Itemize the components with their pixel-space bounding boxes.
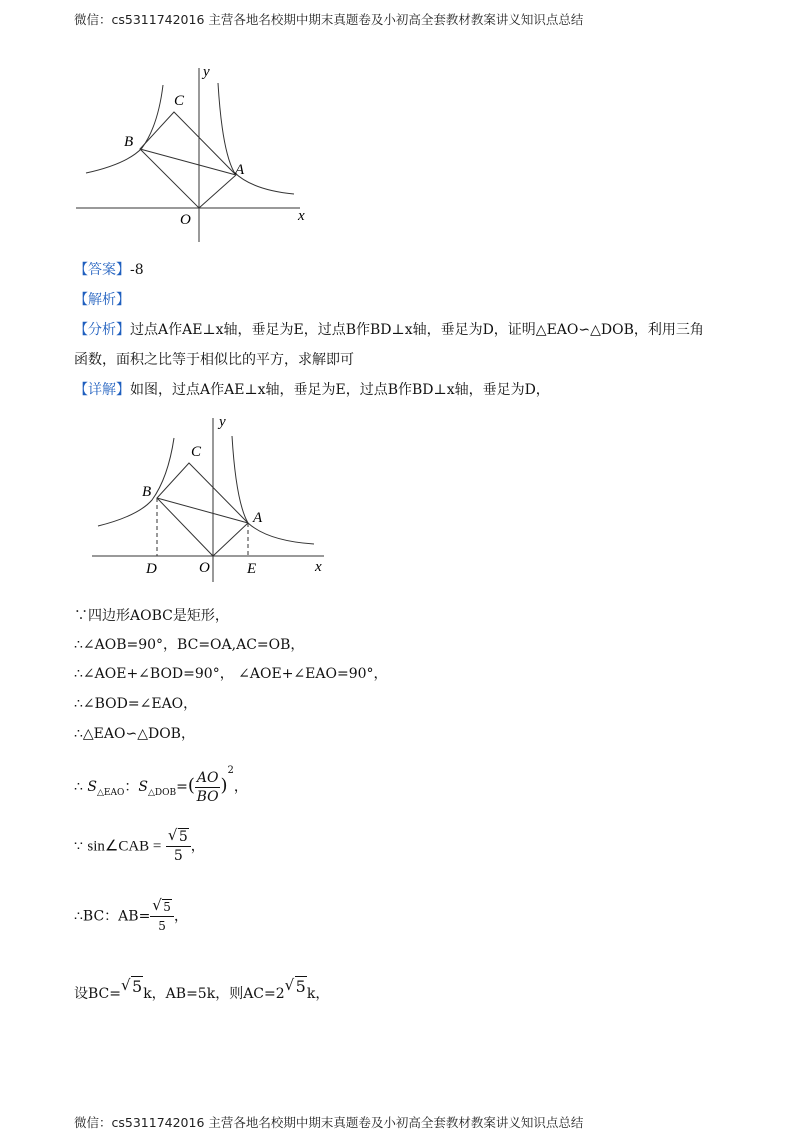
label-B: B (142, 484, 152, 500)
step-8 (74, 898, 188, 935)
fraction-sqrt5-5: √ 5 5 (166, 828, 191, 865)
step-9-a: 设BC= (74, 986, 121, 1002)
step-5: ∴△EAO∽△DOB， (74, 726, 195, 742)
figure-1 (72, 60, 322, 245)
label-A: A (235, 162, 245, 178)
area-symbol-1: S (87, 779, 97, 795)
label-x: x (298, 208, 305, 224)
detail-line (74, 380, 550, 400)
fraction-ao-bo (195, 769, 221, 806)
hyperbola-right (232, 436, 314, 544)
label-x: x (315, 559, 322, 575)
step-9-c: k， (306, 986, 330, 1002)
step-4: ∴∠BOD=∠EAO， (74, 696, 198, 712)
step-7-end: ， (190, 838, 205, 855)
label-O: O (180, 212, 191, 228)
step-6-end: ， (233, 779, 248, 795)
page-footer: 微信：cs5311742016 主营各地名校期中期末真题卷及小初高全套教材教案讲义知识点总结 (74, 1115, 584, 1130)
denominator: 5 (173, 848, 183, 864)
detail-tag: 【详解】 (74, 382, 130, 398)
radicand: 5 (163, 900, 171, 914)
fraction-sqrt5-5: √ 5 5 (150, 898, 174, 935)
step-7 (74, 828, 205, 865)
label-D: D (146, 561, 157, 577)
rectangle-aobc (157, 463, 248, 556)
fenxi-text-1: 过点A作AE⊥x轴，垂足为E，过点B作BD⊥x轴，垂足为D，证明△EAO∽△DOB，利用三角 (130, 322, 704, 338)
step-8-prefix: ∴BC：AB= (74, 908, 151, 925)
radicand: 5 (178, 829, 188, 845)
diagonal-ab (157, 498, 248, 523)
fenxi-line-1 (74, 320, 704, 340)
ratio-colon: ： (124, 779, 139, 795)
label-O: O (199, 560, 210, 576)
answer-line (74, 260, 144, 280)
step-6: ∴ $S_{\triangle EAO}$：$S_{\triangle DOB}=$( $\frac{AO}{BO}$ )$^2$， (74, 765, 248, 805)
page-header: 微信：cs5311742016 主营各地名校期中期末真题卷及小初高全套教材教案讲义知识点总结 (74, 12, 584, 27)
sqrt-radicand-1: 5 (132, 977, 143, 996)
answer-tag: 【答案】 (74, 262, 130, 278)
sin-expression: sin∠CAB = (87, 838, 162, 855)
label-C: C (174, 93, 185, 109)
fraction-den: BO (196, 788, 219, 805)
step-8-end: ， (173, 908, 188, 925)
detail-intro: 如图，过点A作AE⊥x轴，垂足为E，过点B作BD⊥x轴，垂足为D， (130, 382, 550, 398)
analysis-tag: 【解析】 (74, 292, 130, 308)
sqrt-radicand-2: 5 (295, 977, 306, 996)
fenxi-line-2: 函数，面积之比等于相似比的平方，求解即可 (74, 352, 354, 368)
step-1: ∵四边形AOBC是矩形， (74, 608, 229, 624)
label-y: y (219, 414, 226, 430)
fenxi-tag: 【分析】 (74, 322, 130, 338)
area-symbol-2: S (138, 779, 148, 795)
step-7-prefix: ∵ (74, 838, 83, 855)
fraction-num: AO (196, 769, 219, 786)
label-y: y (203, 64, 210, 80)
area-sub-2: △DOB (147, 787, 177, 798)
label-C: C (191, 444, 202, 460)
hyperbola-right (218, 83, 294, 194)
exponent: 2 (227, 765, 234, 776)
figure-2 (88, 410, 338, 585)
hyperbola-left (98, 438, 174, 526)
label-A: A (253, 510, 263, 526)
label-B: B (124, 134, 134, 150)
answer-value: -8 (130, 262, 144, 278)
step-6-prefix: ∴ (74, 779, 83, 795)
step-9-b: k，AB=5k，则AC=2 (143, 986, 285, 1002)
step-3: ∴∠AOE+∠BOD=90°， ∠AOE+∠EAO=90°， (74, 666, 388, 682)
denominator: 5 (158, 919, 166, 933)
step-9: 设BC= √ 5k，AB=5k，则AC=2 √ 5k， (74, 976, 330, 1002)
diagonal-ab (140, 149, 236, 175)
label-E: E (247, 561, 257, 577)
equals: = (176, 779, 188, 795)
step-2: ∴∠AOB=90°，BC=OA,AC=OB， (74, 637, 305, 653)
area-sub-1: △EAO (96, 787, 125, 798)
